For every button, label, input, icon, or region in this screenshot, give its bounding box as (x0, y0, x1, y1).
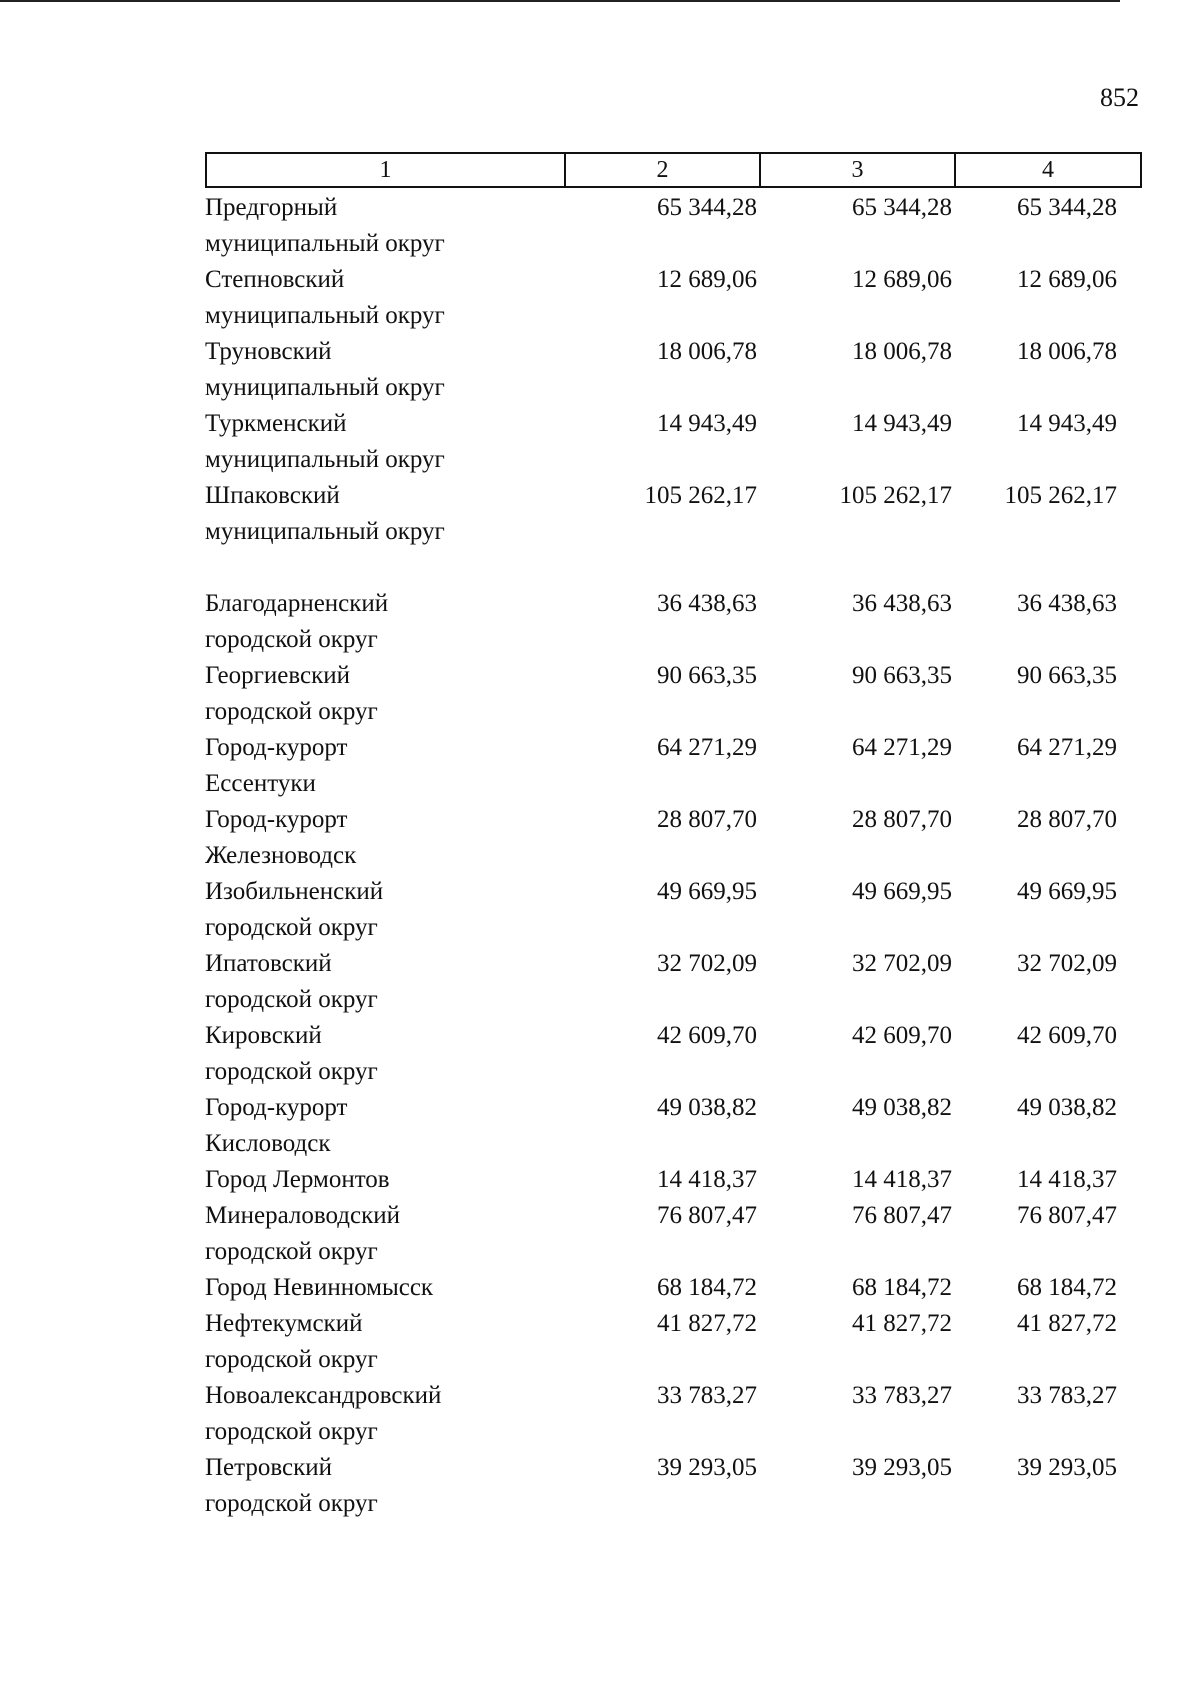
district-name (205, 586, 562, 658)
value-col-3: 14 418,37 (852, 1166, 952, 1193)
value-col-4: 64 271,29 (1017, 734, 1117, 761)
table-row (205, 1270, 1142, 1306)
table-row (205, 1090, 1142, 1162)
page-number: 852 (1100, 83, 1139, 112)
district-name (205, 478, 562, 550)
value-col-3: 76 807,47 (852, 1202, 952, 1229)
district-name-line1: Город Лермонтов (205, 1166, 390, 1193)
district-name-line1: Нефтекумский (205, 1310, 363, 1337)
value-col-2: 14 418,37 (657, 1166, 757, 1193)
district-name (205, 874, 562, 946)
district-name-line2: Ессентуки (205, 770, 316, 797)
table-row (205, 946, 1142, 1018)
value-col-2: 42 609,70 (657, 1022, 757, 1049)
district-name-line1: Георгиевский (205, 662, 351, 689)
value-col-2: 18 006,78 (657, 338, 757, 365)
value-col-3: 65 344,28 (852, 194, 952, 221)
value-col-2: 32 702,09 (657, 950, 757, 977)
district-name-line2: муниципальный округ (205, 446, 445, 473)
table-row (205, 190, 1142, 262)
district-name-line1: Кировский (205, 1022, 322, 1049)
district-name (205, 190, 562, 262)
district-name-line2: Железноводск (205, 842, 357, 869)
table-row (205, 802, 1142, 874)
header-cell-1: 1 (379, 156, 392, 183)
value-col-3: 68 184,72 (852, 1274, 952, 1301)
value-col-3: 39 293,05 (852, 1454, 952, 1481)
value-col-4: 39 293,05 (1017, 1454, 1117, 1481)
district-name-line1: Петровский (205, 1454, 333, 1481)
value-col-3: 49 669,95 (852, 878, 952, 905)
district-name (205, 658, 562, 730)
district-name (205, 1090, 562, 1162)
district-name-line1: Степновский (205, 266, 345, 293)
value-col-4: 32 702,09 (1017, 950, 1117, 977)
district-name-line2: муниципальный округ (205, 230, 445, 257)
table-row (205, 874, 1142, 946)
value-col-4: 36 438,63 (1017, 590, 1117, 617)
top-border-line (0, 0, 1120, 2)
district-name (205, 1198, 562, 1270)
value-col-3: 12 689,06 (852, 266, 952, 293)
district-name-line2: городской округ (205, 626, 378, 653)
table-row (205, 1162, 1142, 1198)
district-name (205, 1378, 562, 1450)
table-row (205, 262, 1142, 334)
value-col-2: 65 344,28 (657, 194, 757, 221)
header-cell-2: 2 (564, 154, 759, 186)
district-name (205, 1270, 562, 1306)
value-col-3: 41 827,72 (852, 1310, 952, 1337)
district-name (205, 1450, 562, 1522)
district-name-line1: Новоалександровский (205, 1382, 442, 1409)
header-cell-3: 3 (759, 154, 954, 186)
value-col-3: 28 807,70 (852, 806, 952, 833)
district-name-line2: Кисловодск (205, 1130, 331, 1157)
value-col-4: 49 038,82 (1017, 1094, 1117, 1121)
table-row (205, 406, 1142, 478)
header-cell-4: 4 (954, 154, 1140, 186)
value-col-2: 90 663,35 (657, 662, 757, 689)
table-row (205, 658, 1142, 730)
district-name-line1: Шпаковский (205, 482, 340, 509)
value-col-3: 42 609,70 (852, 1022, 952, 1049)
value-col-3: 64 271,29 (852, 734, 952, 761)
district-name (205, 406, 562, 478)
table-header (205, 152, 1142, 188)
table-row (205, 586, 1142, 658)
table-row (205, 1378, 1142, 1450)
district-name-line2: городской округ (205, 914, 378, 941)
district-name-line1: Предгорный (205, 194, 338, 221)
value-col-3: 105 262,17 (839, 482, 952, 509)
value-col-4: 76 807,47 (1017, 1202, 1117, 1229)
value-col-2: 36 438,63 (657, 590, 757, 617)
district-name-line1: Труновский (205, 338, 332, 365)
value-col-2: 105 262,17 (644, 482, 757, 509)
district-name (205, 1018, 562, 1090)
value-col-2: 76 807,47 (657, 1202, 757, 1229)
district-name-line2: городской округ (205, 1346, 378, 1373)
value-col-2: 12 689,06 (657, 266, 757, 293)
value-col-2: 64 271,29 (657, 734, 757, 761)
value-col-3: 14 943,49 (852, 410, 952, 437)
value-col-3: 32 702,09 (852, 950, 952, 977)
value-col-2: 33 783,27 (657, 1382, 757, 1409)
value-col-4: 68 184,72 (1017, 1274, 1117, 1301)
district-name-line1: Минераловодский (205, 1202, 401, 1229)
table-row (205, 1198, 1142, 1270)
section-spacer (205, 550, 1142, 586)
value-col-2: 28 807,70 (657, 806, 757, 833)
district-name (205, 262, 562, 334)
value-col-4: 65 344,28 (1017, 194, 1117, 221)
value-col-3: 18 006,78 (852, 338, 952, 365)
value-col-4: 12 689,06 (1017, 266, 1117, 293)
value-col-2: 68 184,72 (657, 1274, 757, 1301)
value-col-2: 49 038,82 (657, 1094, 757, 1121)
district-name-line2: городской округ (205, 1238, 378, 1265)
district-name-line2: городской округ (205, 986, 378, 1013)
table-row (205, 334, 1142, 406)
value-col-3: 36 438,63 (852, 590, 952, 617)
value-col-4: 14 418,37 (1017, 1166, 1117, 1193)
district-name-line2: городской округ (205, 1418, 378, 1445)
value-col-2: 39 293,05 (657, 1454, 757, 1481)
district-name-line1: Ипатовский (205, 950, 332, 977)
value-col-4: 105 262,17 (1004, 482, 1117, 509)
value-col-4: 28 807,70 (1017, 806, 1117, 833)
value-col-4: 90 663,35 (1017, 662, 1117, 689)
district-name-line1: Город-курорт (205, 1094, 348, 1121)
table-row (205, 1306, 1142, 1378)
table-row (205, 730, 1142, 802)
district-name (205, 1306, 562, 1378)
district-name-line1: Город Невинномысск (205, 1274, 434, 1301)
value-col-3: 33 783,27 (852, 1382, 952, 1409)
value-col-4: 14 943,49 (1017, 410, 1117, 437)
table-row (205, 478, 1142, 550)
district-name (205, 334, 562, 406)
district-name-line1: Город-курорт (205, 806, 348, 833)
table-row (205, 1018, 1142, 1090)
table-row (205, 1450, 1142, 1522)
value-col-2: 41 827,72 (657, 1310, 757, 1337)
district-name-line1: Изобильненский (205, 878, 384, 905)
district-name (205, 730, 562, 802)
district-name-line2: муниципальный округ (205, 302, 445, 329)
value-col-2: 14 943,49 (657, 410, 757, 437)
district-name-line1: Город-курорт (205, 734, 348, 761)
value-col-4: 49 669,95 (1017, 878, 1117, 905)
value-col-3: 90 663,35 (852, 662, 952, 689)
value-col-3: 49 038,82 (852, 1094, 952, 1121)
value-col-4: 41 827,72 (1017, 1310, 1117, 1337)
value-col-4: 18 006,78 (1017, 338, 1117, 365)
table-body (205, 190, 1142, 1522)
value-col-4: 33 783,27 (1017, 1382, 1117, 1409)
district-name-line2: городской округ (205, 1058, 378, 1085)
district-name-line1: Благодарненский (205, 590, 389, 617)
district-name-line2: муниципальный округ (205, 518, 445, 545)
district-name-line2: городской округ (205, 1490, 378, 1517)
district-name (205, 946, 562, 1018)
district-name-line2: муниципальный округ (205, 374, 445, 401)
value-col-4: 42 609,70 (1017, 1022, 1117, 1049)
district-name-line1: Туркменский (205, 410, 347, 437)
district-name-line2: городской округ (205, 698, 378, 725)
district-name (205, 1162, 562, 1198)
district-name (205, 802, 562, 874)
value-col-2: 49 669,95 (657, 878, 757, 905)
